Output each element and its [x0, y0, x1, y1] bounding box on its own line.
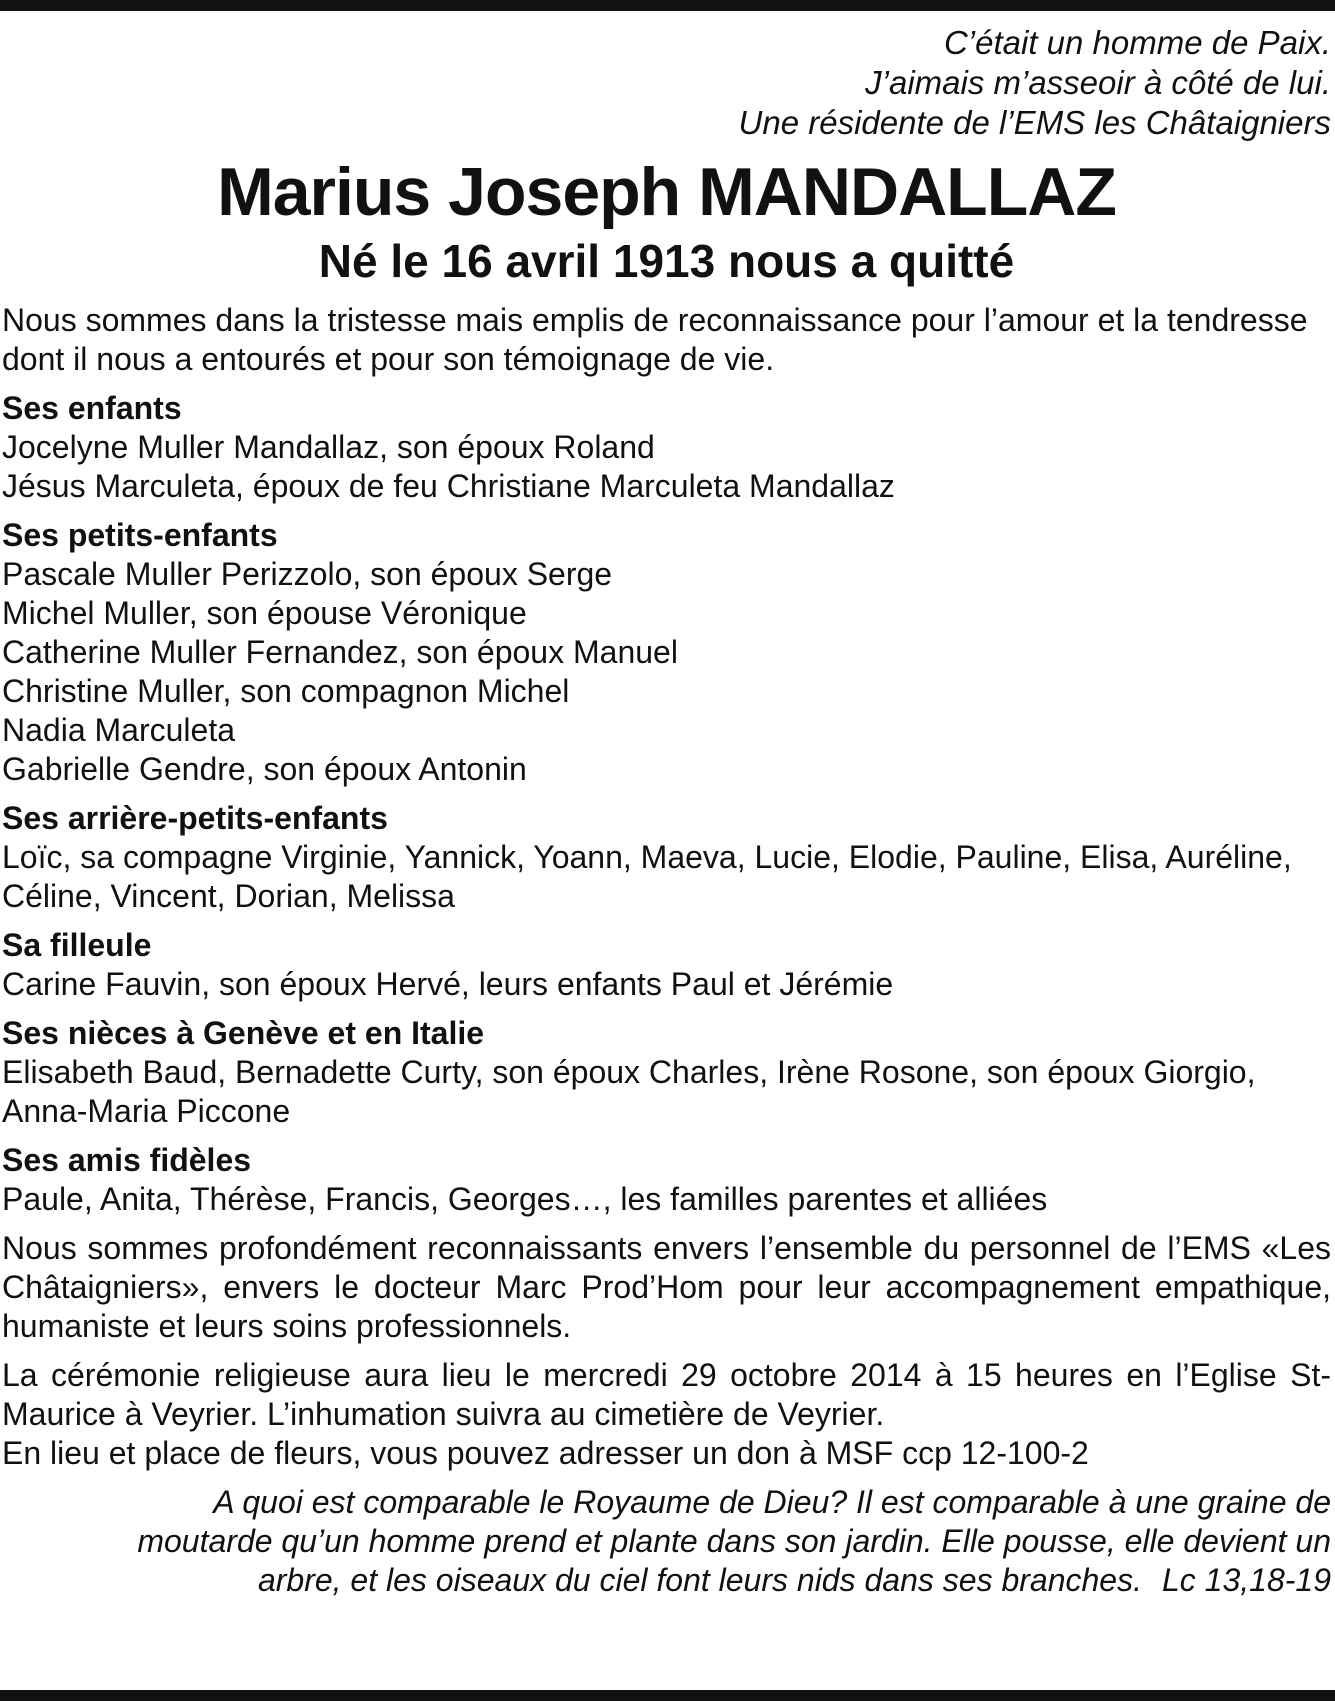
section-line: Anna-Maria Piccone	[2, 1093, 291, 1129]
section-line: Christine Muller, son compagnon Michel	[2, 673, 570, 709]
section-line: Carine Fauvin, son époux Hervé, leurs enfants Paul et Jérémie	[2, 966, 894, 1002]
section-children	[2, 389, 1331, 506]
section-line: Jocelyne Muller Mandallaz, son époux Roland	[2, 429, 655, 465]
section-line: Catherine Muller Fernandez, son époux Manuel	[2, 634, 678, 670]
ceremony-text: La cérémonie religieuse aura lieu le mercredi 29 octobre 2014 à 15 heures en l’Eglise St-Maurice à Veyrier. L’inhumation suivra au cimetière de Veyrier.	[2, 1357, 1331, 1432]
section-line: Céline, Vincent, Dorian, Melissa	[2, 878, 455, 914]
top-rule	[0, 0, 1335, 11]
section-grandchildren	[2, 516, 1331, 789]
ceremony-block	[2, 1356, 1331, 1473]
section-line: Nadia Marculeta	[2, 712, 235, 748]
section-line: Michel Muller, son épouse Véronique	[2, 595, 527, 631]
section-nieces	[2, 1014, 1331, 1131]
quote-text: A quoi est comparable le Royaume de Dieu? Il est comparable à une graine de moutarde qu’un homme prend et plante dans son jardin. Elle pousse, elle devient un arbre, et les oiseaux du ciel font leurs nids dans ses branches.	[137, 1484, 1331, 1598]
section-title: Ses enfants	[2, 390, 182, 426]
section-goddaughter	[2, 926, 1331, 1004]
section-line: Paule, Anita, Thérèse, Francis, Georges…, les familles parentes et alliées	[2, 1181, 1048, 1217]
section-line: Gabrielle Gendre, son époux Antonin	[2, 751, 527, 787]
thanks-paragraph: Nous sommes profondément reconnaissants envers l’ensemble du personnel de l’EMS «Les Châtaigniers», envers le docteur Marc Prod’Hom pour leur accompagnement empathique, humaniste et leurs soins professionnels.	[2, 1230, 1331, 1344]
section-friends	[2, 1141, 1331, 1219]
epigraph-line: Une résidente de l’EMS les Châtaigniers	[738, 104, 1331, 141]
epigraph	[2, 23, 1331, 143]
deceased-name: Marius Joseph MANDALLAZ	[217, 154, 1116, 230]
intro-paragraph: Nous sommes dans la tristesse mais emplis de reconnaissance pour l’amour et la tendresse dont il nous a entourés et pour son témoignage de vie.	[2, 302, 1308, 377]
section-title: Sa filleule	[2, 927, 152, 963]
bible-quote	[2, 1483, 1331, 1600]
section-line: Jésus Marculeta, époux de feu Christiane Marculeta Mandallaz	[2, 468, 895, 504]
section-title: Ses amis fidèles	[2, 1142, 252, 1178]
section-title: Ses petits-enfants	[2, 517, 278, 553]
donation-text: En lieu et place de fleurs, vous pouvez adresser un don à MSF ccp 12-100-2	[2, 1435, 1089, 1471]
section-line: Elisabeth Baud, Bernadette Curty, son époux Charles, Irène Rosone, son époux Giorgio,	[2, 1054, 1256, 1090]
section-great-grandchildren	[2, 799, 1331, 916]
obituary-notice	[0, 11, 1335, 1690]
section-title: Ses arrière-petits-enfants	[2, 800, 388, 836]
quote-reference: Lc 13,18-19	[1161, 1562, 1331, 1598]
section-line: Loïc, sa compagne Virginie, Yannick, Yoann, Maeva, Lucie, Elodie, Pauline, Elisa, Auréline,	[2, 839, 1292, 875]
epigraph-line: J’aimais m’asseoir à côté de lui.	[865, 64, 1331, 101]
section-line: Pascale Muller Perizzolo, son époux Serge	[2, 556, 613, 592]
birth-subtitle: Né le 16 avril 1913 nous a quitté	[318, 235, 1015, 287]
bottom-rule	[0, 1690, 1335, 1701]
epigraph-line: C’était un homme de Paix.	[943, 24, 1331, 61]
section-title: Ses nièces à Genève et en Italie	[2, 1015, 485, 1051]
